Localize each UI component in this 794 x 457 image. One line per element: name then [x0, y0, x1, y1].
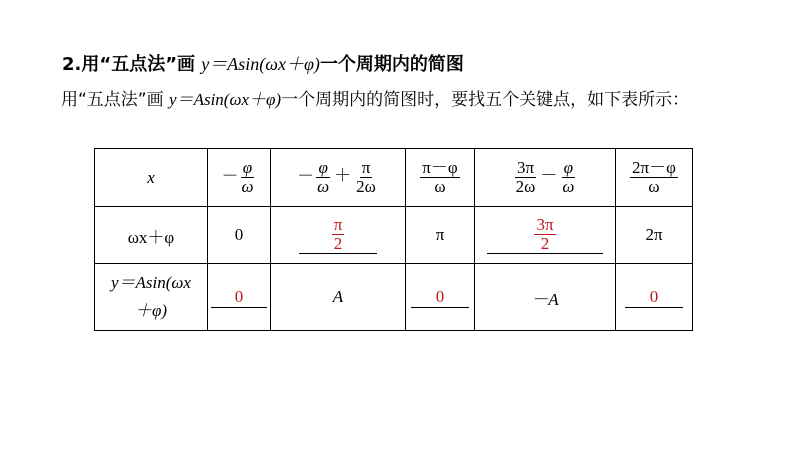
cell-phase-2 — [271, 207, 406, 264]
cell-y-2: A — [271, 264, 406, 331]
paragraph-suffix: 一个周期内的简图时，要找五个关键点，如下表所示： — [281, 90, 690, 110]
paragraph-prefix: 用“五点法”画 — [61, 90, 170, 110]
paragraph-formula: y＝Asin(ωx＋φ) — [169, 90, 282, 109]
row-header-phase: ωx＋φ — [95, 207, 208, 264]
table-row-y — [95, 264, 693, 331]
answer-blank: 0 — [211, 287, 267, 308]
cell-y-1 — [208, 264, 271, 331]
cell-x-1: － $\frac{\varphi}{\omega}$ — [208, 149, 271, 207]
cell-x-5: $\frac{2\pi-\varphi}{\omega}$ — [616, 149, 693, 207]
heading-formula: y＝Asin(ωx＋φ) — [201, 54, 320, 74]
cell-y-3 — [406, 264, 475, 331]
cell-phase-1: 0 — [208, 207, 271, 264]
cell-x-3: $\frac{\pi-\varphi}{\omega}$ — [406, 149, 475, 207]
answer-blank: 0 — [411, 287, 469, 308]
cell-phase-4 — [475, 207, 616, 264]
row-header-y: y＝Asin(ωx ＋φ) — [95, 264, 208, 331]
cell-x-4: $\frac{3\pi}{2\omega}$ － $\frac{\varphi}{\omega}$ — [475, 149, 616, 207]
table-row-phase — [95, 207, 693, 264]
cell-phase-3: π — [406, 207, 475, 264]
cell-x-2: － $\frac{\varphi}{\omega}$ ＋ $\frac{\pi}{2\omega}$ — [271, 149, 406, 207]
five-point-table — [94, 148, 693, 331]
answer-blank: $\frac{3\pi}{2}$ — [487, 216, 603, 254]
section-heading — [62, 50, 464, 76]
cell-phase-5: 2π — [616, 207, 693, 264]
row-header-x: x — [95, 149, 208, 207]
intro-paragraph — [35, 84, 780, 116]
table-row-x — [95, 149, 693, 207]
answer-blank: 0 — [625, 287, 683, 308]
answer-blank: $\frac{\pi}{2}$ — [299, 216, 377, 254]
cell-y-4: －A — [475, 264, 616, 331]
heading-prefix: 2.用“五点法”画 — [62, 54, 202, 75]
heading-suffix: 一个周期内的简图 — [319, 54, 464, 75]
cell-y-5 — [616, 264, 693, 331]
